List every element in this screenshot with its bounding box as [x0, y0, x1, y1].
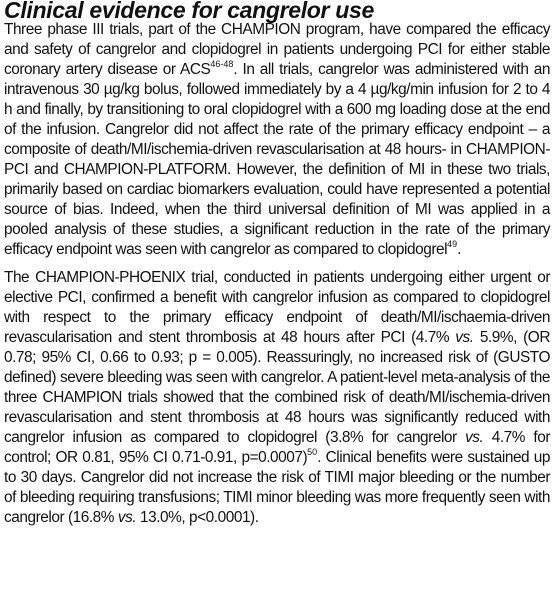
p2-text-3: 4.7% for control; OR 0.81, 95% CI 0.71-0.91, p=0.0007) — [4, 429, 550, 466]
reference-46-48: 46-48 — [210, 58, 234, 69]
p2-text-1: The CHAMPION-PHOENIX trial, conducted in patients undergoing either urgent or elective PCI, confirmed a benefit with cangrelor infusion as compared to clopidogrel with respect to the primary efficacy endpoint of death/MI/ischaemia-driven revascularisation and stent thrombosis at 48 hours after PCI (4.7% — [4, 269, 550, 346]
p1-text-3: . — [457, 241, 461, 258]
p2-text-5: 13.0%, p<0.0001). — [136, 509, 259, 526]
paragraph-champion-phoenix — [4, 268, 550, 528]
p2-text-4: . Clinical benefits were sustained up to 30 days. Cangrelor did not increase the risk of TIMI major bleeding or the number of bleeding requiring transfusions; TIMI minor bleeding was more frequently seen with cangrelor (16.8% — [4, 449, 550, 526]
p2-text-2: 5.9%, (OR 0.78; 95% CI, 0.66 to 0.93; p = 0.005). Reassuringly, no increased risk of (GUSTO defined) severe bleeding was seen with cangrelor. A patient-level meta-analysis of the three CHAMPION trials showed that the combined risk of death/MI/ischemia-driven revascularisation and stent thrombosis at 48 hours was significantly reduced with cangrelor infusion as compared to clopidogrel (3.8% for cangrelor — [4, 329, 550, 446]
reference-50: 50 — [307, 446, 318, 457]
p1-text-2: . In all trials, cangrelor was administered with an intravenous 30 µg/kg bolus, followed immediately by a 4 µg/kg/min infusion for 2 to 4 h and finally, by transitioning to oral clopidogrel with a 600 mg loading dose at the end of the infusion. Cangrelor did not affect the rate of the primary efficacy endpoint – a composite of death/MI/ischemia-driven revascularisation at 48 hours- in CHAMPION-PCI and CHAMPION-PLATFORM. However, the definition of MI in these two trials, primarily based on cardiac biomarkers evaluation, could have represented a potential source of bias. Indeed, when the third universal definition of MI was applied in a pooled analysis of these studies, a significant reduction in the rate of the primary efficacy endpoint was seen with cangrelor as compared to clopidogrel — [4, 61, 550, 258]
p2-vs-2: vs. — [465, 429, 484, 446]
p1-text-1: Three phase III trials, part of the CHAMPION program, have compared the efficacy and safety of cangrelor and clopidogrel in patients undergoing PCI for either stable coronary artery disease or ACS — [4, 21, 550, 78]
section-title: Clinical evidence for cangrelor use — [4, 0, 374, 23]
p2-vs-3: vs. — [117, 509, 137, 526]
paragraph-champion-program — [4, 20, 550, 260]
reference-49: 49 — [447, 238, 458, 249]
p2-vs-1: vs. — [455, 329, 474, 346]
